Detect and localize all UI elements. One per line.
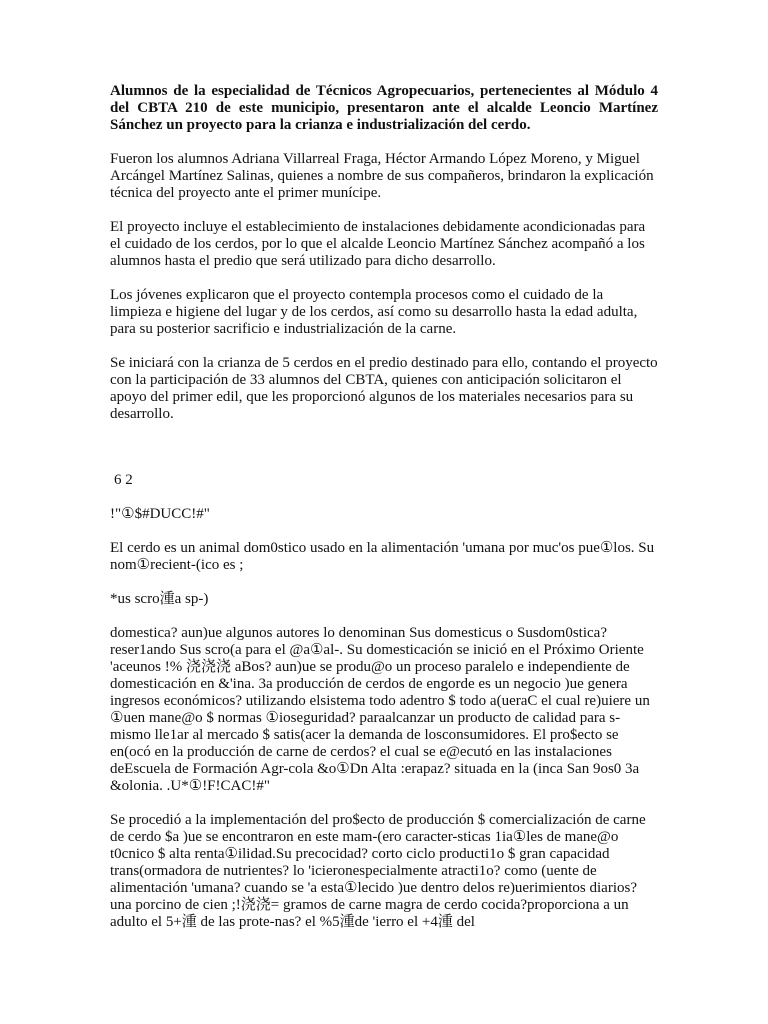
document-page: [110, 83, 658, 948]
page-marker: 6 2: [114, 472, 133, 488]
body-paragraph-1: Fueron los alumnos Adriana Villarreal Fraga, Héctor Armando López Moreno, y Miguel Arcángel Martínez Salinas, quienes a nombre de sus compañeros, brindaron la explicación técnica del proyecto ante el primer munícipe.: [110, 151, 654, 201]
garbled-paragraph-3: domestica? aun)ue algunos autores lo denominan Sus domesticus o Susdom0stica? reser1ando Sus scro(a para el @a①al-. Su domesticación se inició en el Próximo Oriente 'aceunos !% 浇浇浇 aBos? aun)ue se produ@o un proceso paralelo e independiente de domesticación en &'ina. 3a producción de cerdos de engorde es un negocio )ue genera ingresos económicos? utilizando elsistema todo adentro $ todo a(ueraC el cual re)uiere un ①uen mane@o $ normas ①ioseguridad? paraalcanzar un producto de calidad para s- mismo lle1ar al mercado $ satis(acer la demanda de losconsumidores. El pro$ecto se en(ocó en la producción de carne de cerdos? el cual se e@ecutó en las instalaciones deEscuela de Formación Agr-cola &o①Dn Alta :erapaz? situada en la (inca San 9os0 3a &olonia. .U*①!F!CAC!#": [110, 625, 650, 794]
section-gap: [110, 440, 658, 472]
body-paragraph-4: Se iniciará con la crianza de 5 cerdos en el predio destinado para ello, contando el proyecto con la participación de 33 alumnos del CBTA, quienes con anticipación solicitaron el apoyo del primer edil, que les proporcionó algunos de los materiales necesarios para su desarrollo.: [110, 355, 658, 422]
body-paragraph-3: Los jóvenes explicaron que el proyecto contempla procesos como el cuidado de la limpieza e higiene del lugar y de los cerdos, así como su desarrollo hasta la edad adulta, para su posterior sacrificio e industrialización de la carne.: [110, 287, 638, 337]
garbled-paragraph-1: El cerdo es un animal dom0stico usado en la alimentación 'umana por muc'os pue①los. Su nom①recient-(ico es ;: [110, 540, 655, 573]
garbled-heading: !"①$#DUCC!#": [110, 506, 210, 522]
body-paragraph-2: El proyecto incluye el establecimiento de instalaciones debidamente acondicionadas para el cuidado de los cerdos, por lo que el alcalde Leoncio Martínez Sánchez acompañó a los alumnos hasta el predio que será utilizado para dicho desarrollo.: [110, 219, 646, 269]
lead-paragraph: Alumnos de la especialidad de Técnicos Agropecuarios, pertenecientes al Módulo 4 del CBTA 210 de este municipio, presentaron ante el alcalde Leoncio Martínez Sánchez un proyecto para la crianza e industrialización del cerdo.: [110, 83, 658, 133]
garbled-paragraph-2: *us scro湩a sp-): [110, 591, 209, 607]
garbled-paragraph-4: Se procedió a la implementación del pro$ecto de producción $ comercialización de carne de cerdo $a )ue se encontraron en este mam-(ero caracter-sticas 1ia①les de mane@o t0cnico $ alta renta①ilidad.Su precocidad? corto ciclo producti1o $ gran capacidad trans(ormadora de nutrientes? lo 'icieronespecialmente atracti1o? como (uente de alimentación 'umana? cuando se 'a esta①lecido )ue dentro delos re)uerimientos diarios? una porcino de cien ;!浇浇= gramos de carne magra de cerdo cocida?proporciona a un adulto el 5+湩 de las prote-nas? el %5湩de 'ierro el +4湩 del: [110, 812, 646, 930]
